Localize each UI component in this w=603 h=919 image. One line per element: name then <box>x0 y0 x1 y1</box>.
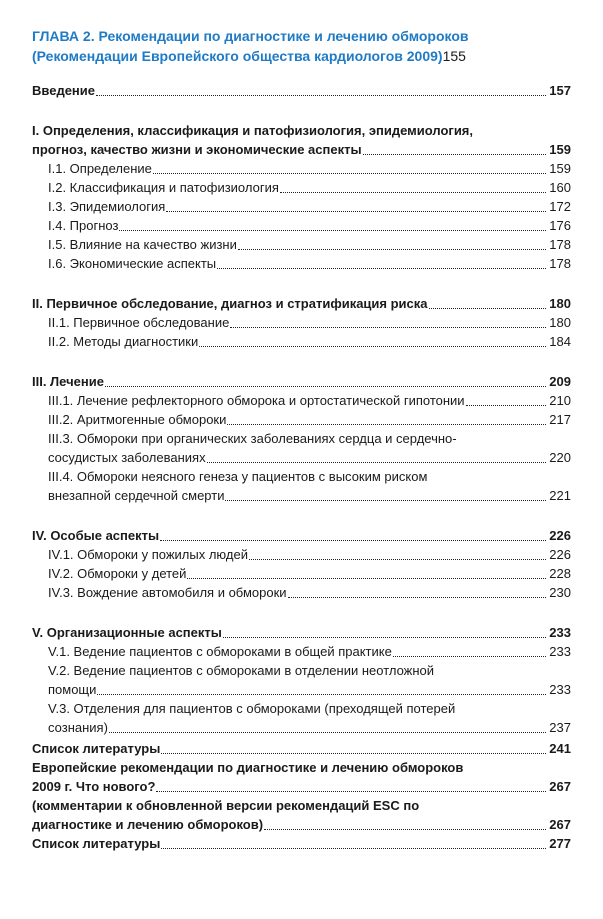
page-number: 233 <box>549 625 571 640</box>
page-number: 241 <box>549 741 571 756</box>
page-number: 178 <box>549 256 571 271</box>
page-number: 233 <box>549 682 571 697</box>
page-number: 155 <box>442 48 466 64</box>
page-number: 210 <box>549 393 571 408</box>
entry-title-line2: внезапной сердечной смерти <box>48 488 225 503</box>
page-number: 267 <box>549 817 571 832</box>
toc-item[interactable] <box>32 197 571 216</box>
entry-title-line1: V.2. Ведение пациентов с обмороками в отделении неотложной <box>48 663 435 678</box>
entry-title-line2: помощи <box>48 682 97 697</box>
entry-title-line1: III.3. Обмороки при органических заболеваниях сердца и сердечно- <box>48 431 457 446</box>
entry-title-line2: 2009 г. Что нового? <box>32 779 156 794</box>
toc-entry-references-2[interactable] <box>32 834 571 853</box>
page-number: 176 <box>549 218 571 233</box>
toc-item[interactable] <box>32 467 571 505</box>
leader-dots <box>429 294 547 309</box>
toc-item[interactable] <box>32 178 571 197</box>
page-number: 180 <box>549 315 571 330</box>
page-number: 178 <box>549 237 571 252</box>
section-title-line2: прогноз, качество жизни и экономические аспекты <box>32 142 362 157</box>
leader-dots <box>217 254 546 269</box>
toc-section-3[interactable] <box>32 372 571 391</box>
page-number: 230 <box>549 585 571 600</box>
section-title: V. Организационные аспекты <box>32 625 222 640</box>
leader-dots <box>223 623 546 638</box>
entry-title: V.1. Ведение пациентов с обмороками в общей практике <box>48 644 392 659</box>
entry-title-line2: диагностике и лечению обмороков) <box>32 817 264 832</box>
page-number: 226 <box>549 528 571 543</box>
entry-title: I.4. Прогноз <box>48 218 119 233</box>
page-number: 209 <box>549 374 571 389</box>
entry-title-line1: III.4. Обмороки неясного генеза у пациентов с высоким риском <box>48 469 428 484</box>
page-number: 220 <box>549 450 571 465</box>
leader-dots <box>249 545 546 560</box>
leader-dots <box>199 332 546 347</box>
page-number: 160 <box>549 180 571 195</box>
page-number: 217 <box>549 412 571 427</box>
page-number: 228 <box>549 566 571 581</box>
page-number: 159 <box>549 142 571 157</box>
toc-item[interactable] <box>32 313 571 332</box>
entry-title: I.1. Определение <box>48 161 152 176</box>
toc-entry-european-guidelines[interactable] <box>32 758 571 796</box>
entry-title: IV.3. Вождение автомобиля и обмороки <box>48 585 287 600</box>
leader-dots <box>109 718 546 733</box>
leader-dots <box>153 159 546 174</box>
toc-item[interactable] <box>32 410 571 429</box>
page-number: 157 <box>549 83 571 98</box>
entry-title: IV.2. Обмороки у детей <box>48 566 187 581</box>
leader-dots <box>393 642 546 657</box>
page-number: 267 <box>549 779 571 794</box>
toc-section-1[interactable] <box>32 121 571 159</box>
page-number: 277 <box>549 836 571 851</box>
toc-section-2[interactable] <box>32 294 571 313</box>
entry-title: IV.1. Обмороки у пожилых людей <box>48 547 248 562</box>
page-number: 233 <box>549 644 571 659</box>
page-number: 184 <box>549 334 571 349</box>
toc-item[interactable] <box>32 254 571 273</box>
toc-item[interactable] <box>32 642 571 661</box>
page-number: 237 <box>549 720 571 735</box>
leader-dots <box>119 216 546 231</box>
page-number: 172 <box>549 199 571 214</box>
entry-title-line1: (комментарии к обновленной версии рекомендаций ESC по <box>32 798 420 813</box>
leader-dots <box>230 313 546 328</box>
entry-title: I.6. Экономические аспекты <box>48 256 217 271</box>
toc-item[interactable] <box>32 332 571 351</box>
page-number: 226 <box>549 547 571 562</box>
entry-title: I.3. Эпидемиология <box>48 199 166 214</box>
entry-title-line2: сознания) <box>48 720 108 735</box>
leader-dots <box>105 372 546 387</box>
chapter-title-line1: ГЛАВА 2. Рекомендации по диагностике и лечению обмороков <box>32 28 469 44</box>
leader-dots <box>466 391 547 406</box>
page-number: 221 <box>549 488 571 503</box>
toc-item[interactable] <box>32 216 571 235</box>
toc-item[interactable] <box>32 564 571 583</box>
toc-section-5[interactable] <box>32 623 571 642</box>
leader-dots <box>288 583 547 598</box>
toc-item[interactable] <box>32 661 571 699</box>
leader-dots <box>264 815 546 830</box>
toc-section-4[interactable] <box>32 526 571 545</box>
leader-dots <box>280 178 546 193</box>
leader-dots <box>166 197 546 212</box>
toc-item[interactable] <box>32 699 571 737</box>
entry-title-line1: V.3. Отделения для пациентов с обмороками (преходящей потерей <box>48 701 456 716</box>
leader-dots <box>160 526 546 541</box>
toc-item[interactable] <box>32 545 571 564</box>
page-number: 159 <box>549 161 571 176</box>
chapter-title-line2: (Рекомендации Европейского общества кардиологов 2009) <box>32 48 443 64</box>
leader-dots <box>225 486 546 501</box>
toc-item[interactable] <box>32 429 571 467</box>
leader-dots <box>187 564 546 579</box>
section-title: III. Лечение <box>32 374 104 389</box>
chapter-heading <box>32 26 571 66</box>
section-title-line1: I. Определения, классификация и патофизиология, эпидемиология, <box>32 123 474 138</box>
page-number: 180 <box>549 296 571 311</box>
toc-entry-intro[interactable] <box>32 81 571 100</box>
leader-dots <box>227 410 546 425</box>
leader-dots <box>156 777 546 792</box>
entry-title: Список литературы <box>32 836 161 851</box>
leader-dots <box>363 140 547 155</box>
leader-dots <box>96 81 546 96</box>
section-title: II. Первичное обследование, диагноз и стратификация риска <box>32 296 428 311</box>
toc-item[interactable] <box>32 235 571 254</box>
leader-dots <box>161 739 546 754</box>
entry-title: III.1. Лечение рефлекторного обморока и ортостатической гипотонии <box>48 393 465 408</box>
leader-dots <box>97 680 546 695</box>
leader-dots <box>207 448 547 463</box>
toc-entry-references[interactable] <box>32 739 571 758</box>
entry-title: I.2. Классификация и патофизиология <box>48 180 279 195</box>
entry-title-line2: сосудистых заболеваниях <box>48 450 206 465</box>
entry-title: Список литературы <box>32 741 161 756</box>
toc-item[interactable] <box>32 391 571 410</box>
entry-title: II.1. Первичное обследование <box>48 315 230 330</box>
entry-title: III.2. Аритмогенные обмороки <box>48 412 227 427</box>
entry-title: Введение <box>32 83 95 98</box>
leader-dots <box>161 834 546 849</box>
leader-dots <box>238 235 546 250</box>
entry-title: I.5. Влияние на качество жизни <box>48 237 237 252</box>
toc-entry-comments[interactable] <box>32 796 571 834</box>
section-title: IV. Особые аспекты <box>32 528 160 543</box>
toc-item[interactable] <box>32 159 571 178</box>
entry-title-line1: Европейские рекомендации по диагностике и лечению обмороков <box>32 760 464 775</box>
entry-title: II.2. Методы диагностики <box>48 334 199 349</box>
toc-item[interactable] <box>32 583 571 602</box>
